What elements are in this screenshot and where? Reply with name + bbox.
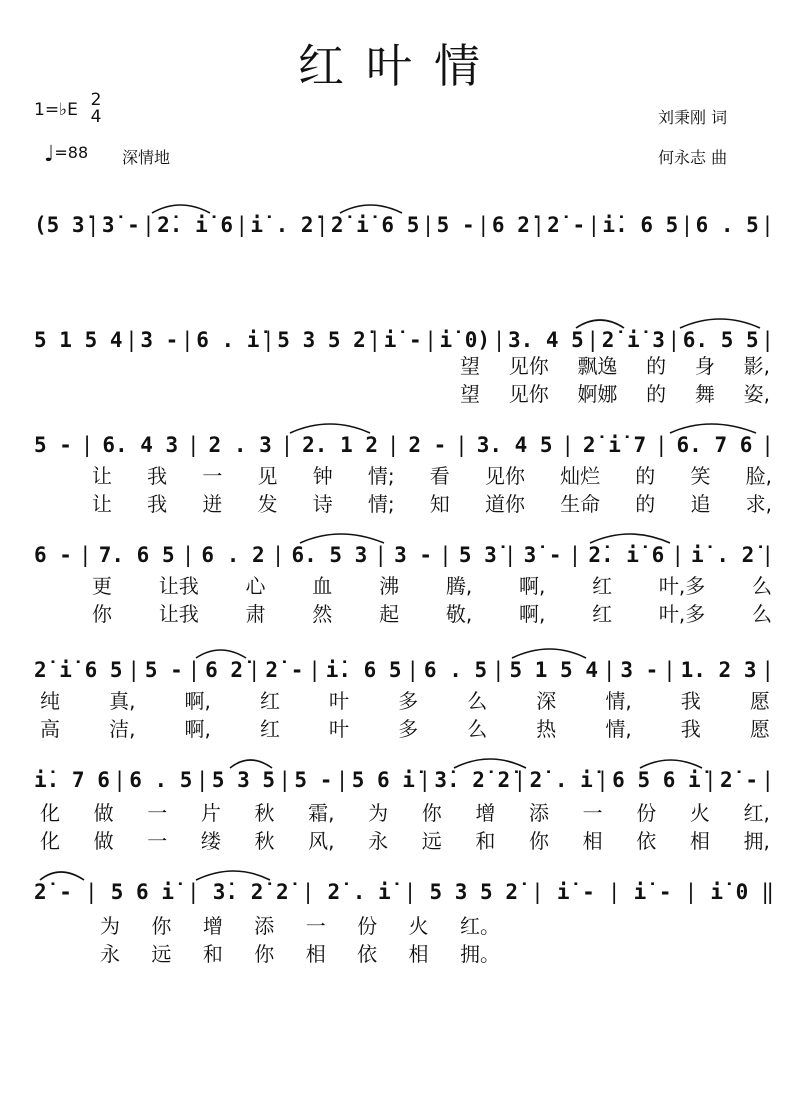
- lyric-syllable: 看: [429, 463, 450, 488]
- note-group: 3 -: [394, 543, 433, 567]
- lyric-syllable: 啊,: [518, 573, 546, 598]
- bar-line: |: [607, 880, 621, 904]
- note-group: 6 2̇: [205, 658, 244, 682]
- lyric-syllable: 片: [200, 800, 221, 825]
- time-signature-top: 2: [90, 90, 102, 110]
- lyric-syllable: 舞: [694, 381, 715, 406]
- bar-line: |: [761, 433, 774, 457]
- bar-line: |: [125, 328, 138, 352]
- bar-line: |: [315, 213, 329, 237]
- lyric-syllable: 让我: [158, 601, 199, 626]
- note-group: 2̇. i̇ 6: [588, 543, 665, 567]
- lyric-syllable: 为: [100, 913, 120, 938]
- lyric-syllable: 做: [93, 828, 114, 853]
- lyric-syllable: 添: [254, 913, 275, 938]
- bar-line: |: [335, 768, 349, 792]
- note-group: 2̇ i̇ 7: [582, 433, 647, 457]
- note-group: 3. 4 5: [476, 433, 553, 457]
- lyric-syllable: 火: [408, 913, 429, 938]
- note-group: 5 6 i̇: [351, 768, 415, 792]
- note-group: 2. 1 2: [302, 433, 378, 457]
- lyric-syllable: 拥,: [743, 828, 770, 853]
- bar-line: |: [85, 880, 98, 904]
- lyric-syllable: 影,: [743, 353, 770, 378]
- bar-line: |: [568, 543, 582, 567]
- note-group: 6 . 5: [129, 768, 193, 792]
- bar-line: |: [492, 328, 506, 352]
- lyric-syllable: 拥。: [459, 941, 500, 966]
- note-group: 2̇ i̇ 6 5: [34, 658, 123, 682]
- note-group: 2̇ -: [265, 658, 304, 682]
- lyric-syllable: 真,: [109, 688, 136, 713]
- note-group: i̇ . 2̇: [691, 543, 755, 567]
- lyric-syllable: 份: [636, 800, 657, 825]
- lyric-syllable: 追: [690, 491, 711, 516]
- lyric-syllable: 知: [429, 491, 450, 516]
- note-group: i̇ -: [556, 880, 595, 904]
- note-group: 2̇ i̇ 6 5: [330, 213, 420, 237]
- note-group: 2 . 3: [208, 433, 272, 457]
- lyric-syllable: 红: [592, 601, 613, 626]
- bar-line: |: [187, 433, 200, 457]
- lyric-syllable: 远: [151, 941, 172, 966]
- bar-line: |: [667, 328, 681, 352]
- note-group: 6 5 6 i̇: [612, 768, 701, 792]
- note-group: 5 6 i̇: [110, 880, 174, 904]
- lyric-syllable: 相: [582, 828, 603, 853]
- lyrics-line-4-verse-1: [92, 570, 772, 598]
- bar-line: |: [663, 658, 676, 682]
- lyrics-line-7-verse-2: [100, 938, 500, 966]
- bar-line: |: [704, 768, 717, 792]
- bar-line: |: [513, 768, 527, 792]
- lyric-syllable: 一: [147, 800, 168, 825]
- bar-line: |: [586, 328, 600, 352]
- lyric-syllable: 红: [592, 573, 613, 598]
- bar-line: |: [280, 433, 294, 457]
- bar-line: |: [180, 328, 194, 352]
- bar-line: |: [491, 658, 505, 682]
- lyric-syllable: 见: [257, 463, 278, 488]
- note-group: 2 -: [408, 433, 447, 457]
- lyric-syllable: 的: [646, 353, 667, 378]
- lyricist-credit: 刘秉刚 词: [658, 108, 728, 127]
- bar-line: |: [195, 768, 209, 792]
- note-group: 5 3̇: [458, 543, 497, 567]
- lyric-syllable: 你: [92, 601, 112, 626]
- bar-line: |: [418, 768, 431, 792]
- note-group: 6 . i̇: [196, 328, 260, 352]
- bar-line: |: [278, 768, 292, 792]
- lyric-syllable: 叶,多: [658, 601, 706, 626]
- bar-line: |: [455, 433, 468, 457]
- lyric-syllable: 秋: [254, 828, 275, 853]
- lyric-syllable: 血: [312, 573, 333, 598]
- bar-line: |: [761, 658, 774, 682]
- note-group: 5 3 5 2̇: [429, 880, 518, 904]
- lyric-syllable: 沸: [379, 573, 400, 598]
- lyric-syllable: 高: [40, 716, 60, 741]
- bar-line: |: [386, 433, 400, 457]
- lyrics-line-7-verse-1: [100, 910, 500, 938]
- lyric-syllable: 叶: [329, 716, 350, 741]
- lyric-syllable: 腾,: [445, 573, 473, 598]
- note-group: 6. 7 6: [676, 433, 753, 457]
- bar-line: |: [374, 543, 388, 567]
- lyrics-line-2-verse-1: [460, 350, 770, 378]
- note-group: 3. 4 5: [507, 328, 584, 352]
- note-group: 6 . 5: [423, 658, 488, 682]
- note-group: 5 -: [34, 433, 72, 457]
- lyric-syllable: 么: [467, 688, 488, 713]
- lyric-syllable: 么: [751, 601, 772, 626]
- lyric-syllable: 望: [460, 381, 480, 406]
- lyrics-line-4-verse-2: [92, 598, 772, 626]
- note-group: 6 . 5: [695, 213, 759, 237]
- note-group: 3̇. 2̇ 2̇: [212, 880, 289, 904]
- note-group: 3 -: [620, 658, 659, 682]
- bar-line: ‖: [761, 880, 774, 904]
- lyric-syllable: 灿烂: [560, 463, 601, 488]
- lyric-syllable: 添: [528, 800, 549, 825]
- bar-line: |: [761, 328, 774, 352]
- lyric-syllable: 霜,: [308, 800, 335, 825]
- bar-line: |: [439, 543, 452, 567]
- bar-line: |: [79, 543, 92, 567]
- bar-line: |: [262, 328, 275, 352]
- note-group: 6 . 2: [201, 543, 265, 567]
- note-group: i̇. 7 6: [34, 768, 110, 792]
- lyric-syllable: 份: [357, 913, 378, 938]
- bar-line: |: [308, 658, 321, 682]
- lyric-syllable: 火: [689, 800, 710, 825]
- note-group: 5 3 5 2̇: [277, 328, 366, 352]
- bar-line: |: [655, 433, 668, 457]
- lyric-syllable: 我: [680, 688, 701, 713]
- bar-line: |: [587, 213, 601, 237]
- lyric-syllable: 一: [202, 463, 223, 488]
- lyrics-line-6-verse-1: [40, 797, 770, 825]
- note-group: 3̇. 2̇ 2̇: [434, 768, 511, 792]
- lyric-syllable: 一: [147, 828, 168, 853]
- lyrics-line-6-verse-2: [40, 825, 770, 853]
- note-group: 6. 5 3: [291, 543, 368, 567]
- bar-line: |: [531, 880, 544, 904]
- bar-line: |: [406, 658, 420, 682]
- song-title: 红叶情: [298, 39, 502, 93]
- note-group: i̇ . 2̇: [250, 213, 314, 237]
- lyric-syllable: 我: [147, 463, 168, 488]
- lyric-syllable: 你: [528, 828, 549, 853]
- bar-line: |: [684, 880, 698, 904]
- note-group: 3̇ -: [523, 543, 562, 567]
- lyric-syllable: 心: [245, 573, 266, 598]
- expression-marking: 深情地: [122, 148, 171, 167]
- bar-line: |: [142, 213, 155, 237]
- bar-line: |: [503, 543, 517, 567]
- note-group: 2̇ i̇ 3: [601, 328, 665, 352]
- lyric-syllable: 么: [751, 573, 772, 598]
- lyric-syllable: 敬,: [445, 601, 473, 626]
- note-group: i̇ -: [383, 328, 422, 352]
- lyric-syllable: 的: [635, 463, 656, 488]
- lyric-syllable: 情,: [605, 716, 632, 741]
- lyric-syllable: 和: [475, 828, 496, 853]
- notation-line-7: [34, 872, 774, 912]
- lyric-syllable: 我: [680, 716, 701, 741]
- note-group: 5 -: [436, 213, 475, 237]
- lyric-syllable: 脸,: [745, 463, 772, 488]
- lyric-syllable: 秋: [254, 800, 275, 825]
- lyric-syllable: 啊,: [184, 716, 211, 741]
- lyric-syllable: 我: [147, 491, 168, 516]
- lyric-syllable: 化: [40, 828, 60, 853]
- lyric-syllable: 愿: [749, 716, 770, 741]
- bar-line: |: [476, 213, 490, 237]
- bar-line: |: [602, 658, 616, 682]
- note-group: 5 -: [144, 658, 183, 682]
- lyric-syllable: 让: [92, 463, 112, 488]
- note-group: 2̇ . i̇: [529, 768, 593, 792]
- lyric-syllable: 和: [202, 941, 223, 966]
- lyric-syllable: 红: [259, 716, 280, 741]
- bar-line: |: [301, 880, 315, 904]
- bar-line: |: [761, 213, 774, 237]
- note-group: 5 1 5 4: [509, 658, 598, 682]
- lyric-syllable: 身: [694, 353, 715, 378]
- lyric-syllable: 钟: [312, 463, 333, 488]
- lyrics-line-5-verse-1: [40, 685, 770, 713]
- bar-line: |: [80, 433, 94, 457]
- note-group: 2̇ -: [720, 768, 758, 792]
- lyric-syllable: 见你: [508, 381, 549, 406]
- lyric-syllable: 你: [151, 913, 172, 938]
- lyric-syllable: 见你: [484, 463, 525, 488]
- lyric-syllable: 的: [646, 381, 667, 406]
- bar-line: |: [671, 543, 684, 567]
- lyric-syllable: 啊,: [518, 601, 546, 626]
- lyric-syllable: 相: [408, 941, 429, 966]
- note-group: 7. 6 5: [98, 543, 175, 567]
- lyric-syllable: 红: [259, 688, 280, 713]
- bar-line: |: [181, 543, 195, 567]
- lyric-syllable: 让: [92, 491, 112, 516]
- lyric-syllable: 红,: [743, 800, 770, 825]
- lyrics-line-3-verse-1: [92, 460, 772, 488]
- lyric-syllable: 你: [421, 800, 442, 825]
- tempo-marking: [44, 142, 88, 167]
- bar-line: |: [424, 328, 437, 352]
- lyric-syllable: 依: [357, 941, 378, 966]
- note-group: 6. 5 5: [682, 328, 759, 352]
- bar-line: |: [247, 658, 261, 682]
- note-group: 6. 4 3: [102, 433, 179, 457]
- note-group: 2̇ . i̇: [327, 880, 391, 904]
- lyric-syllable: 更: [92, 573, 112, 598]
- lyric-syllable: 深: [536, 688, 557, 713]
- lyrics-line-2-verse-2: [460, 378, 770, 406]
- lyric-syllable: 叶,多: [658, 573, 706, 598]
- lyric-syllable: 求,: [745, 491, 772, 516]
- note-group: i̇ 0): [439, 328, 491, 352]
- note-group: 3̇ -: [101, 213, 140, 237]
- note-group: i̇. 6 5: [602, 213, 679, 237]
- bar-line: |: [680, 213, 694, 237]
- lyric-syllable: 飘逸: [577, 353, 618, 378]
- lyric-syllable: 做: [93, 800, 114, 825]
- lyric-syllable: 洁,: [109, 716, 136, 741]
- lyric-syllable: 婀娜: [577, 381, 618, 406]
- lyric-syllable: 么: [467, 716, 488, 741]
- tempo-value: =88: [54, 143, 89, 162]
- lyric-syllable: 多: [398, 716, 419, 741]
- bar-line: |: [113, 768, 126, 792]
- lyric-syllable: 生命: [560, 491, 601, 516]
- lyric-syllable: 红。: [459, 913, 500, 938]
- lyric-syllable: 迸: [202, 491, 223, 516]
- lyric-syllable: 望: [460, 353, 480, 378]
- lyric-syllable: 诗: [312, 491, 333, 516]
- lyric-syllable: 起: [379, 601, 400, 626]
- note-group: 2̇. i̇ 6: [157, 213, 233, 237]
- lyric-syllable: 永: [368, 828, 389, 853]
- lyric-syllable: 肃: [245, 601, 266, 626]
- bar-line: |: [368, 328, 382, 352]
- bar-line: |: [271, 543, 285, 567]
- lyric-syllable: 道你: [484, 491, 525, 516]
- lyric-syllable: 远: [421, 828, 442, 853]
- lyric-syllable: 然: [312, 601, 333, 626]
- composer-credit: 何永志 曲: [658, 148, 728, 167]
- note-group: 6 2̇: [491, 213, 530, 237]
- notation-line-6: [34, 760, 774, 800]
- note-group: 3 -: [140, 328, 179, 352]
- bar-line: |: [561, 433, 575, 457]
- bar-line: |: [187, 880, 200, 904]
- note-group: i̇ -: [633, 880, 672, 904]
- lyric-syllable: 相: [305, 941, 326, 966]
- note-group: 5 1 5 4: [34, 328, 123, 352]
- note-group: i̇. 6 5: [325, 658, 402, 682]
- note-group: 2̇ -: [547, 213, 586, 237]
- lyric-syllable: 啊,: [184, 688, 211, 713]
- note-group: 1. 2 3: [680, 658, 757, 682]
- lyric-syllable: 一: [582, 800, 603, 825]
- lyric-syllable: 你: [254, 941, 275, 966]
- bar-line: |: [235, 213, 248, 237]
- lyrics-line-5-verse-2: [40, 713, 770, 741]
- quarter-note-icon: ♩: [44, 142, 55, 167]
- bar-line: |: [532, 213, 545, 237]
- bar-line: |: [761, 543, 774, 567]
- bar-line: |: [127, 658, 141, 682]
- bar-line: |: [403, 880, 417, 904]
- lyric-syllable: 增: [202, 913, 223, 938]
- bar-line: |: [421, 213, 435, 237]
- note-group: (5 3̇: [34, 213, 85, 237]
- lyric-syllable: 姿,: [743, 381, 770, 406]
- lyric-syllable: 叶: [329, 688, 350, 713]
- lyric-syllable: 的: [635, 491, 656, 516]
- lyric-syllable: 纯: [40, 688, 60, 713]
- lyric-syllable: 永: [100, 941, 120, 966]
- notation-line-3: [34, 425, 774, 465]
- note-group: 5 3 5: [211, 768, 276, 792]
- notation-line-1: [34, 205, 774, 245]
- lyric-syllable: 发: [257, 491, 278, 516]
- lyric-syllable: 见你: [508, 353, 549, 378]
- lyric-syllable: 增: [475, 800, 496, 825]
- lyric-syllable: 为: [368, 800, 389, 825]
- note-group: 5 -: [294, 768, 333, 792]
- lyric-syllable: 风,: [308, 828, 335, 853]
- lyric-syllable: 笑: [690, 463, 711, 488]
- lyric-syllable: 情;: [367, 463, 395, 488]
- lyric-syllable: 依: [636, 828, 657, 853]
- lyric-syllable: 多: [398, 688, 419, 713]
- bar-line: |: [86, 213, 100, 237]
- lyric-syllable: 热: [536, 716, 557, 741]
- lyric-syllable: 让我: [158, 573, 199, 598]
- note-group: i̇ 0: [710, 880, 749, 904]
- key-signature: 1=♭E: [34, 100, 78, 120]
- lyric-syllable: 愿: [749, 688, 770, 713]
- time-signature-bottom: 4: [90, 107, 102, 127]
- note-group: 6 -: [34, 543, 72, 567]
- lyric-syllable: 情,: [605, 688, 632, 713]
- bar-line: |: [761, 768, 774, 792]
- lyrics-line-3-verse-2: [92, 488, 772, 516]
- lyric-syllable: 化: [40, 800, 60, 825]
- lyric-syllable: 一: [305, 913, 326, 938]
- bar-line: |: [596, 768, 609, 792]
- lyric-syllable: 缕: [200, 828, 221, 853]
- time-signature: [88, 92, 104, 126]
- lyric-syllable: 相: [689, 828, 710, 853]
- lyric-syllable: 情;: [367, 491, 395, 516]
- note-group: 2̇ -: [34, 880, 72, 904]
- bar-line: |: [187, 658, 201, 682]
